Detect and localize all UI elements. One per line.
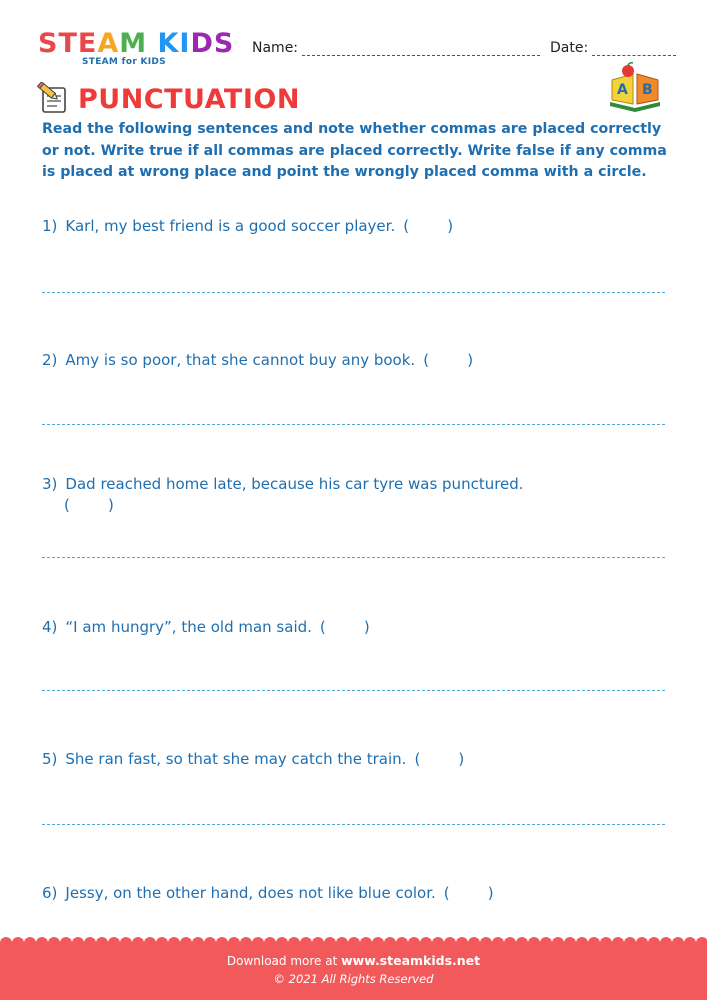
pencil-paper-icon <box>37 82 71 116</box>
steam-kids-logo <box>38 30 238 70</box>
answer-line-4[interactable] <box>42 690 665 691</box>
logo-wordmark: STEAM KIDS <box>38 28 235 59</box>
instructions-text: Read the following sentences and note whether commas are placed correctly or not. Write true if all commas are placed correctly. Write false if any comma is placed at wrong place and point the wrongly placed comma with a circle. <box>42 121 667 180</box>
date-field <box>550 40 676 56</box>
answer-brackets[interactable]: ( ) <box>423 351 474 369</box>
answer-brackets[interactable]: ( ) <box>443 884 494 902</box>
question-number: 5) <box>42 750 58 768</box>
question-number: 2) <box>42 351 58 369</box>
question-6 <box>42 884 494 902</box>
name-field <box>252 40 540 56</box>
footer-band <box>0 942 707 1000</box>
question-number: 1) <box>42 217 58 235</box>
footer-download-text <box>0 953 707 968</box>
footer-download-prefix: Download more at <box>226 954 342 968</box>
question-number: 3) <box>42 475 58 493</box>
date-label: Date: <box>550 40 589 56</box>
question-number: 4) <box>42 618 58 636</box>
question-text: Amy is so poor, that she cannot buy any book. <box>65 351 416 369</box>
answer-brackets[interactable]: ( ) <box>319 618 370 636</box>
answer-brackets[interactable]: ( ) <box>414 750 465 768</box>
question-number: 6) <box>42 884 58 902</box>
date-blank-line[interactable] <box>592 42 676 56</box>
answer-line-5[interactable] <box>42 824 665 825</box>
footer-copyright: © 2021 All Rights Reserved <box>273 972 434 986</box>
book-letter-a: A <box>617 82 628 98</box>
name-label: Name: <box>252 40 299 56</box>
name-blank-line[interactable] <box>302 42 540 56</box>
answer-line-2[interactable] <box>42 424 665 425</box>
question-text: Karl, my best friend is a good soccer player. <box>65 217 396 235</box>
question-1 <box>42 217 453 235</box>
question-text: She ran fast, so that she may catch the train. <box>65 750 407 768</box>
answer-line-3[interactable] <box>42 557 665 558</box>
question-text: Jessy, on the other hand, does not like blue color. <box>65 884 436 902</box>
footer-site-link[interactable]: www.steamkids.net <box>341 953 481 968</box>
answer-brackets[interactable]: ( ) <box>403 217 454 235</box>
answer-brackets-q3[interactable]: ( ) <box>64 496 114 514</box>
question-3 <box>42 475 524 493</box>
answer-line-1[interactable] <box>42 292 665 293</box>
question-4 <box>42 618 370 636</box>
page-title: PUNCTUATION <box>78 84 300 115</box>
question-text: “I am hungry”, the old man said. <box>65 618 312 636</box>
question-2 <box>42 351 473 369</box>
book-letter-b: B <box>642 82 653 98</box>
question-text: Dad reached home late, because his car tyre was punctured. <box>65 475 524 493</box>
question-5 <box>42 750 464 768</box>
abc-book-apple-icon <box>606 62 664 112</box>
logo-subtitle: STEAM for KIDS <box>82 57 166 67</box>
